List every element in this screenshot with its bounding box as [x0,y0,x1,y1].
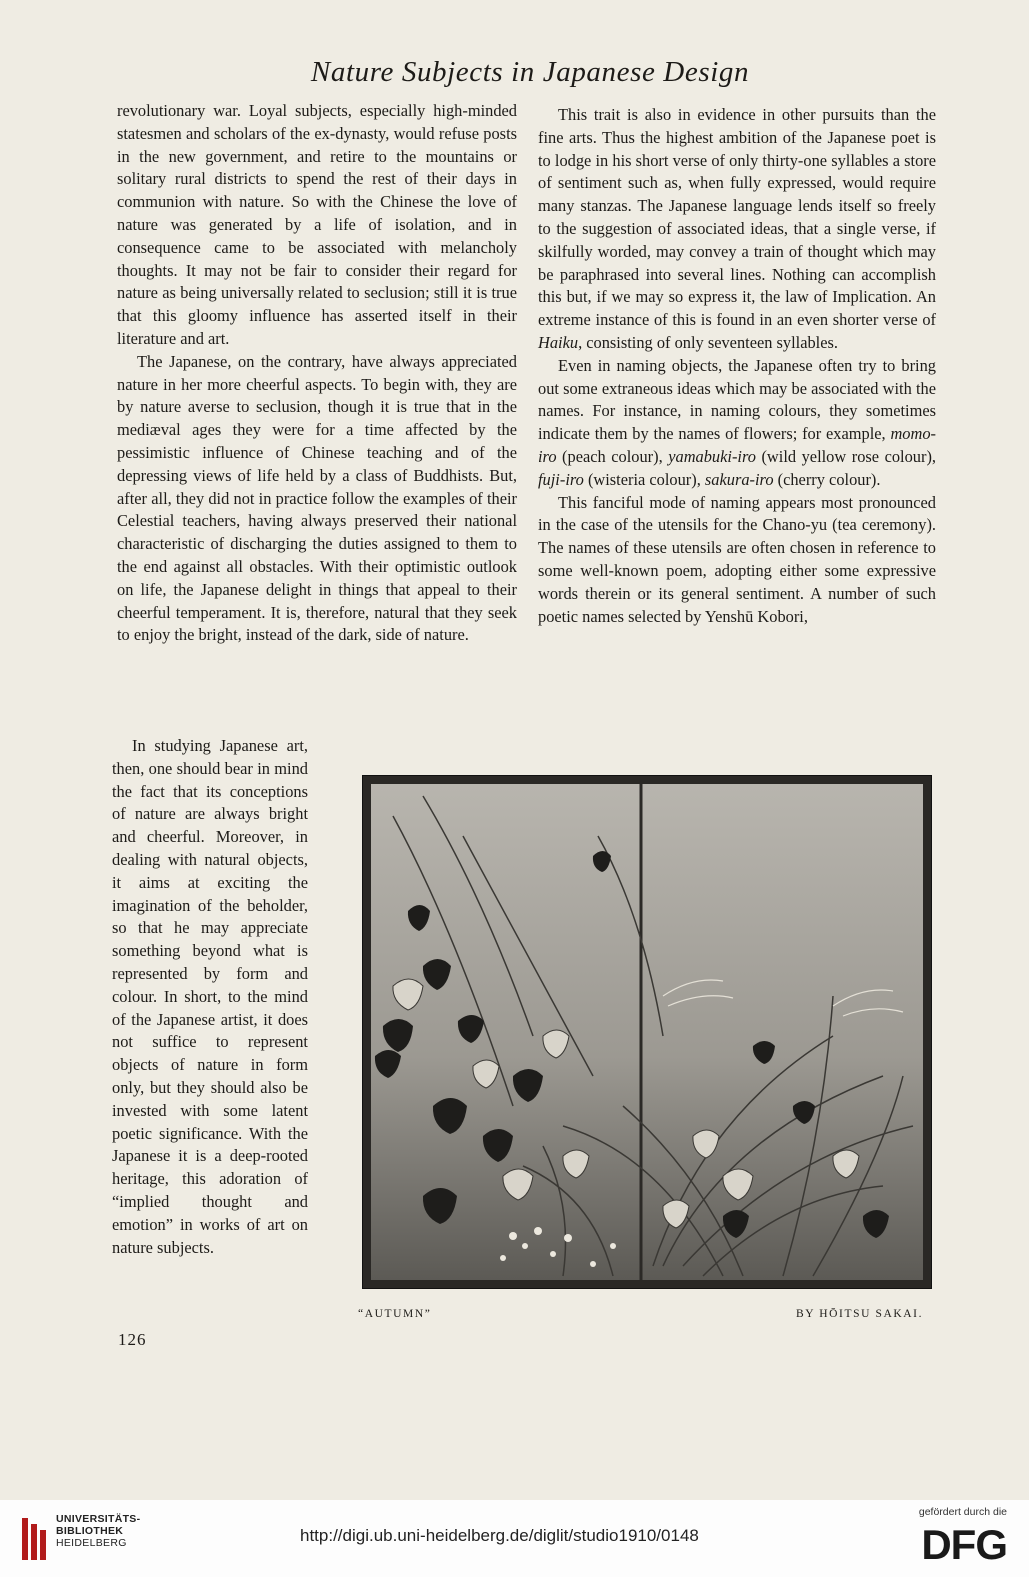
term-momo-iro: momo-iro [538,424,936,466]
right-paragraph-2-text: Even in naming objects, the Japanese often try to bring out some extraneous ideas which may be associated with the names. For instance, in naming colours, they sometimes indicate them by the names of flowers; for example, [538,355,936,444]
term-yamabuki-iro: yamabuki-iro [668,446,756,466]
left-column [117,100,517,647]
library-name-line-3: HEIDELBERG [56,1536,127,1549]
running-header: Nature Subjects in Japanese Design [310,56,750,88]
page-number: 126 [118,1330,147,1349]
right-paragraph-3: This fanciful mode of naming appears most pronounced in the case of the utensils for the Chano-yu (tea ceremony). The names of these utensils are often chosen in reference to some well-known poem, adopting either some expressive words therein or its general sentiment. A number of such poetic names selected by Yenshū Kobori, [538,492,936,626]
gloss-sakura-iro: (cherry colour). [773,469,881,489]
right-paragraph-1 [538,104,936,355]
digitization-footer [0,1500,1029,1577]
autumn-screen-painting [362,775,932,1289]
left-paragraph-1: revolutionary war. Loyal subjects, especially high-minded statesmen and scholars of the ex-dynasty, would refuse posts in the new government, and retire to the mountains or solitary rural districts to spend the rest of their days in communion with nature. So with the Chinese the love of nature was generated by a life of isolation, and in consequence came to be associated with melancholy thoughts. It may not be fair to consider their regard for nature as being universally related to seclusion; still it is true that this gloomy influence has asserted itself in their literature and art. [117,101,517,348]
term-sakura-iro: sakura-iro [704,469,774,489]
right-paragraph-1-end: , consisting of only seventeen syllables. [578,332,838,352]
gloss-fuji-iro: (wisteria colour), [583,469,705,489]
right-paragraph-2 [538,355,936,492]
painting-illustration [363,776,931,1288]
library-logo-icon [20,1514,48,1564]
dfg-logo: DFG [921,1521,1007,1568]
term-fuji-iro: fuji-iro [538,469,584,489]
gloss-momo-iro: (peach colour), [556,446,669,466]
source-url-link[interactable]: http://digi.ub.uni-heidelberg.de/diglit/studio1910/0148 [300,1526,699,1545]
gloss-yamabuki-iro: (wild yellow rose colour), [755,446,936,466]
left-paragraph-2: The Japanese, on the contrary, have always appreciated nature in her more cheerful aspects. To begin with, they are by nature averse to seclusion, though it is true that in the mediæval ages they were for a time affected by the pessimistic influence of Chinese teaching and of the depressing views of life held by a class of Buddhists. But, after all, they did not in practice follow the examples of their Celestial teachers, having always preserved their national characteristic of discharging the duties assigned to them to the end against all obstacles. With their optimistic outlook on life, the Japanese delight in things that appeal to their cheerful temperament. It is, therefore, natural that they seek to enjoy the bright, instead of the dark, side of nature. [117,351,517,645]
haiku-term: Haiku [538,332,579,352]
library-name-line-1: UNIVERSITÄTS- [56,1513,141,1525]
left-paragraph-3: In studying Japanese art, then, one should bear in mind the fact that its conceptions of nature are always bright and cheerful. Moreover, in dealing with natural objects, it aims at exciting the imagination of the beholder, so that he may appreciate something beyond what is represented by form and colour. In short, to the mind of the Japanese artist, it does not suffice to represent objects of nature in form only, but they should also be invested with some latent poetic significance. With the Japanese it is a deep-rooted heritage, this adoration of “implied thought and emotion” in works of art on nature subjects. [112,736,308,1257]
library-name-line-2: BIBLIOTHEK [56,1524,124,1537]
figure-title: “AUTUMN” [358,1308,432,1320]
sponsor-text: gefördert durch die [918,1506,1007,1518]
library-name [56,1514,140,1549]
left-narrow-column [112,735,308,1259]
right-paragraph-1-text: This trait is also in evidence in other pursuits than the fine arts. Thus the highest ambition of the Japanese poet is to lodge in his short verse of only thirty-one syllables a store of sentiment such as, when fully expressed, would require many stanzas. The Japanese language lends itself so freely to the suggestion of associated ideas, that a single verse, if skilfully worded, may convey a train of thought which may be paraphrased into several lines. Nothing can accomplish this but, if we may so express it, the law of Implication. An extreme instance of this is found in an even shorter verse of [538,105,936,330]
figure-artist: BY HŌITSU SAKAI. [796,1308,924,1320]
right-column [538,104,936,628]
